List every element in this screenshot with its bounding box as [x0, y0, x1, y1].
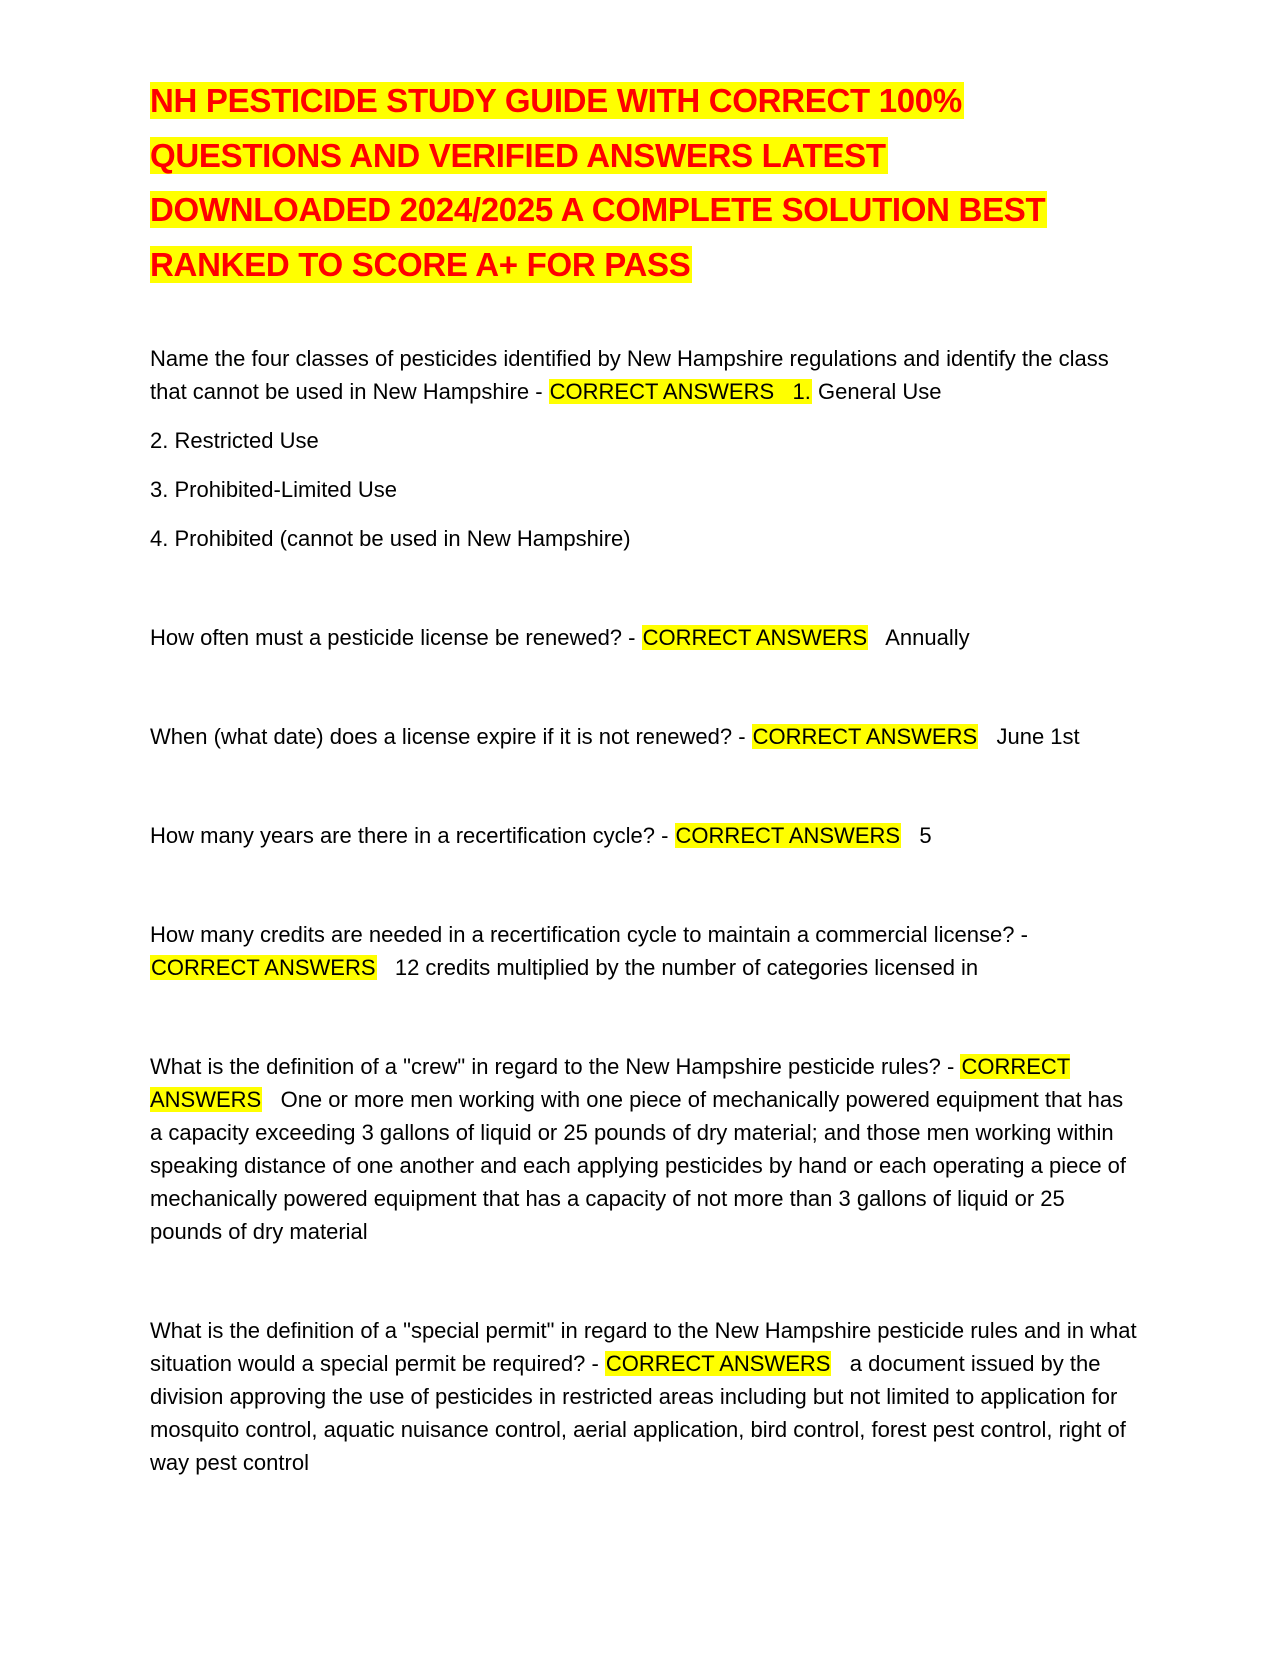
question-text: Name the four classes of pesticides identified by New Hampshire regulations and identify the class that cannot be used in New Hampshire -: [150, 346, 1109, 404]
answer-text: General Use: [811, 379, 942, 404]
qa-paragraph: [150, 918, 1140, 984]
answer-text: June 1st: [978, 724, 1080, 749]
qa-block-1: [150, 342, 1140, 555]
title-line-2: QUESTIONS AND VERIFIED ANSWERS LATEST: [150, 136, 886, 174]
question-text: How many credits are needed in a recertification cycle to maintain a commercial license? -: [150, 922, 1028, 947]
qa-paragraph: [150, 720, 1140, 753]
answer-text: Annually: [868, 625, 970, 650]
qa-block-7: [150, 1314, 1140, 1479]
answer-text: 5: [901, 823, 932, 848]
qa-paragraph: [150, 621, 1140, 654]
qa-paragraph: [150, 819, 1140, 852]
correct-answers-marker: CORRECT ANSWERS 1.: [549, 379, 811, 404]
qa-block-6: [150, 1050, 1140, 1248]
question-text: How often must a pesticide license be renewed? -: [150, 625, 642, 650]
qa-block-2: [150, 621, 1140, 654]
correct-answers-marker: CORRECT ANSWERS: [605, 1351, 831, 1376]
correct-answers-marker: CORRECT ANSWERS: [151, 955, 376, 980]
answer-text: One or more men working with one piece of mechanically powered equipment that has a capacity exceeding 3 gallons of liquid or 25 pounds of dry material; and those men working within speaking distance of one another and each applying pesticides by hand or each operating a piece of mechanically powered equipment that has a capacity of not more than 3 gallons of liquid or 25 pounds of dry material: [150, 1087, 1133, 1244]
list-item: 4. Prohibited (cannot be used in New Hampshire): [150, 526, 631, 551]
question-text: How many years are there in a recertification cycle? -: [150, 823, 675, 848]
correct-answers-marker: CORRECT ANSWERS: [642, 625, 868, 650]
list-item: 2. Restricted Use: [150, 428, 319, 453]
qa-paragraph: [150, 1314, 1140, 1479]
answer-text: a document issued by the division approving the use of pesticides in restricted areas including but not limited to application for mosquito control, aquatic nuisance control, aerial application, bird control, forest pest control, right of way pest control: [150, 1351, 1132, 1475]
question-text: What is the definition of a "special permit" in regard to the New Hampshire pesticide rules and in what situation would a special permit be required? -: [150, 1318, 1137, 1376]
document-title: [150, 74, 1140, 292]
qa-paragraph: [150, 1050, 1140, 1248]
title-line-4: RANKED TO SCORE A+ FOR PASS: [150, 245, 691, 283]
qa-block-4: [150, 819, 1140, 852]
answer-text: 12 credits multiplied by the number of categories licensed in: [376, 955, 979, 980]
title-line-1: NH PESTICIDE STUDY GUIDE WITH CORRECT 100%: [150, 82, 962, 119]
qa-block-5: [150, 918, 1140, 984]
correct-answers-marker: CORRECT ANSWERS: [150, 1054, 1071, 1112]
correct-answers-marker: CORRECT ANSWERS: [752, 724, 978, 749]
list-item: 3. Prohibited-Limited Use: [150, 477, 398, 502]
qa-paragraph: [150, 342, 1140, 408]
correct-answers-marker: CORRECT ANSWERS: [675, 823, 901, 848]
title-line-3: DOWNLOADED 2024/2025 A COMPLETE SOLUTION BEST: [150, 191, 1046, 228]
document-page: [150, 74, 1140, 1545]
question-text: When (what date) does a license expire if it is not renewed? -: [150, 724, 752, 749]
question-text: What is the definition of a "crew" in regard to the New Hampshire pesticide rules? -: [150, 1054, 961, 1079]
qa-block-3: [150, 720, 1140, 753]
